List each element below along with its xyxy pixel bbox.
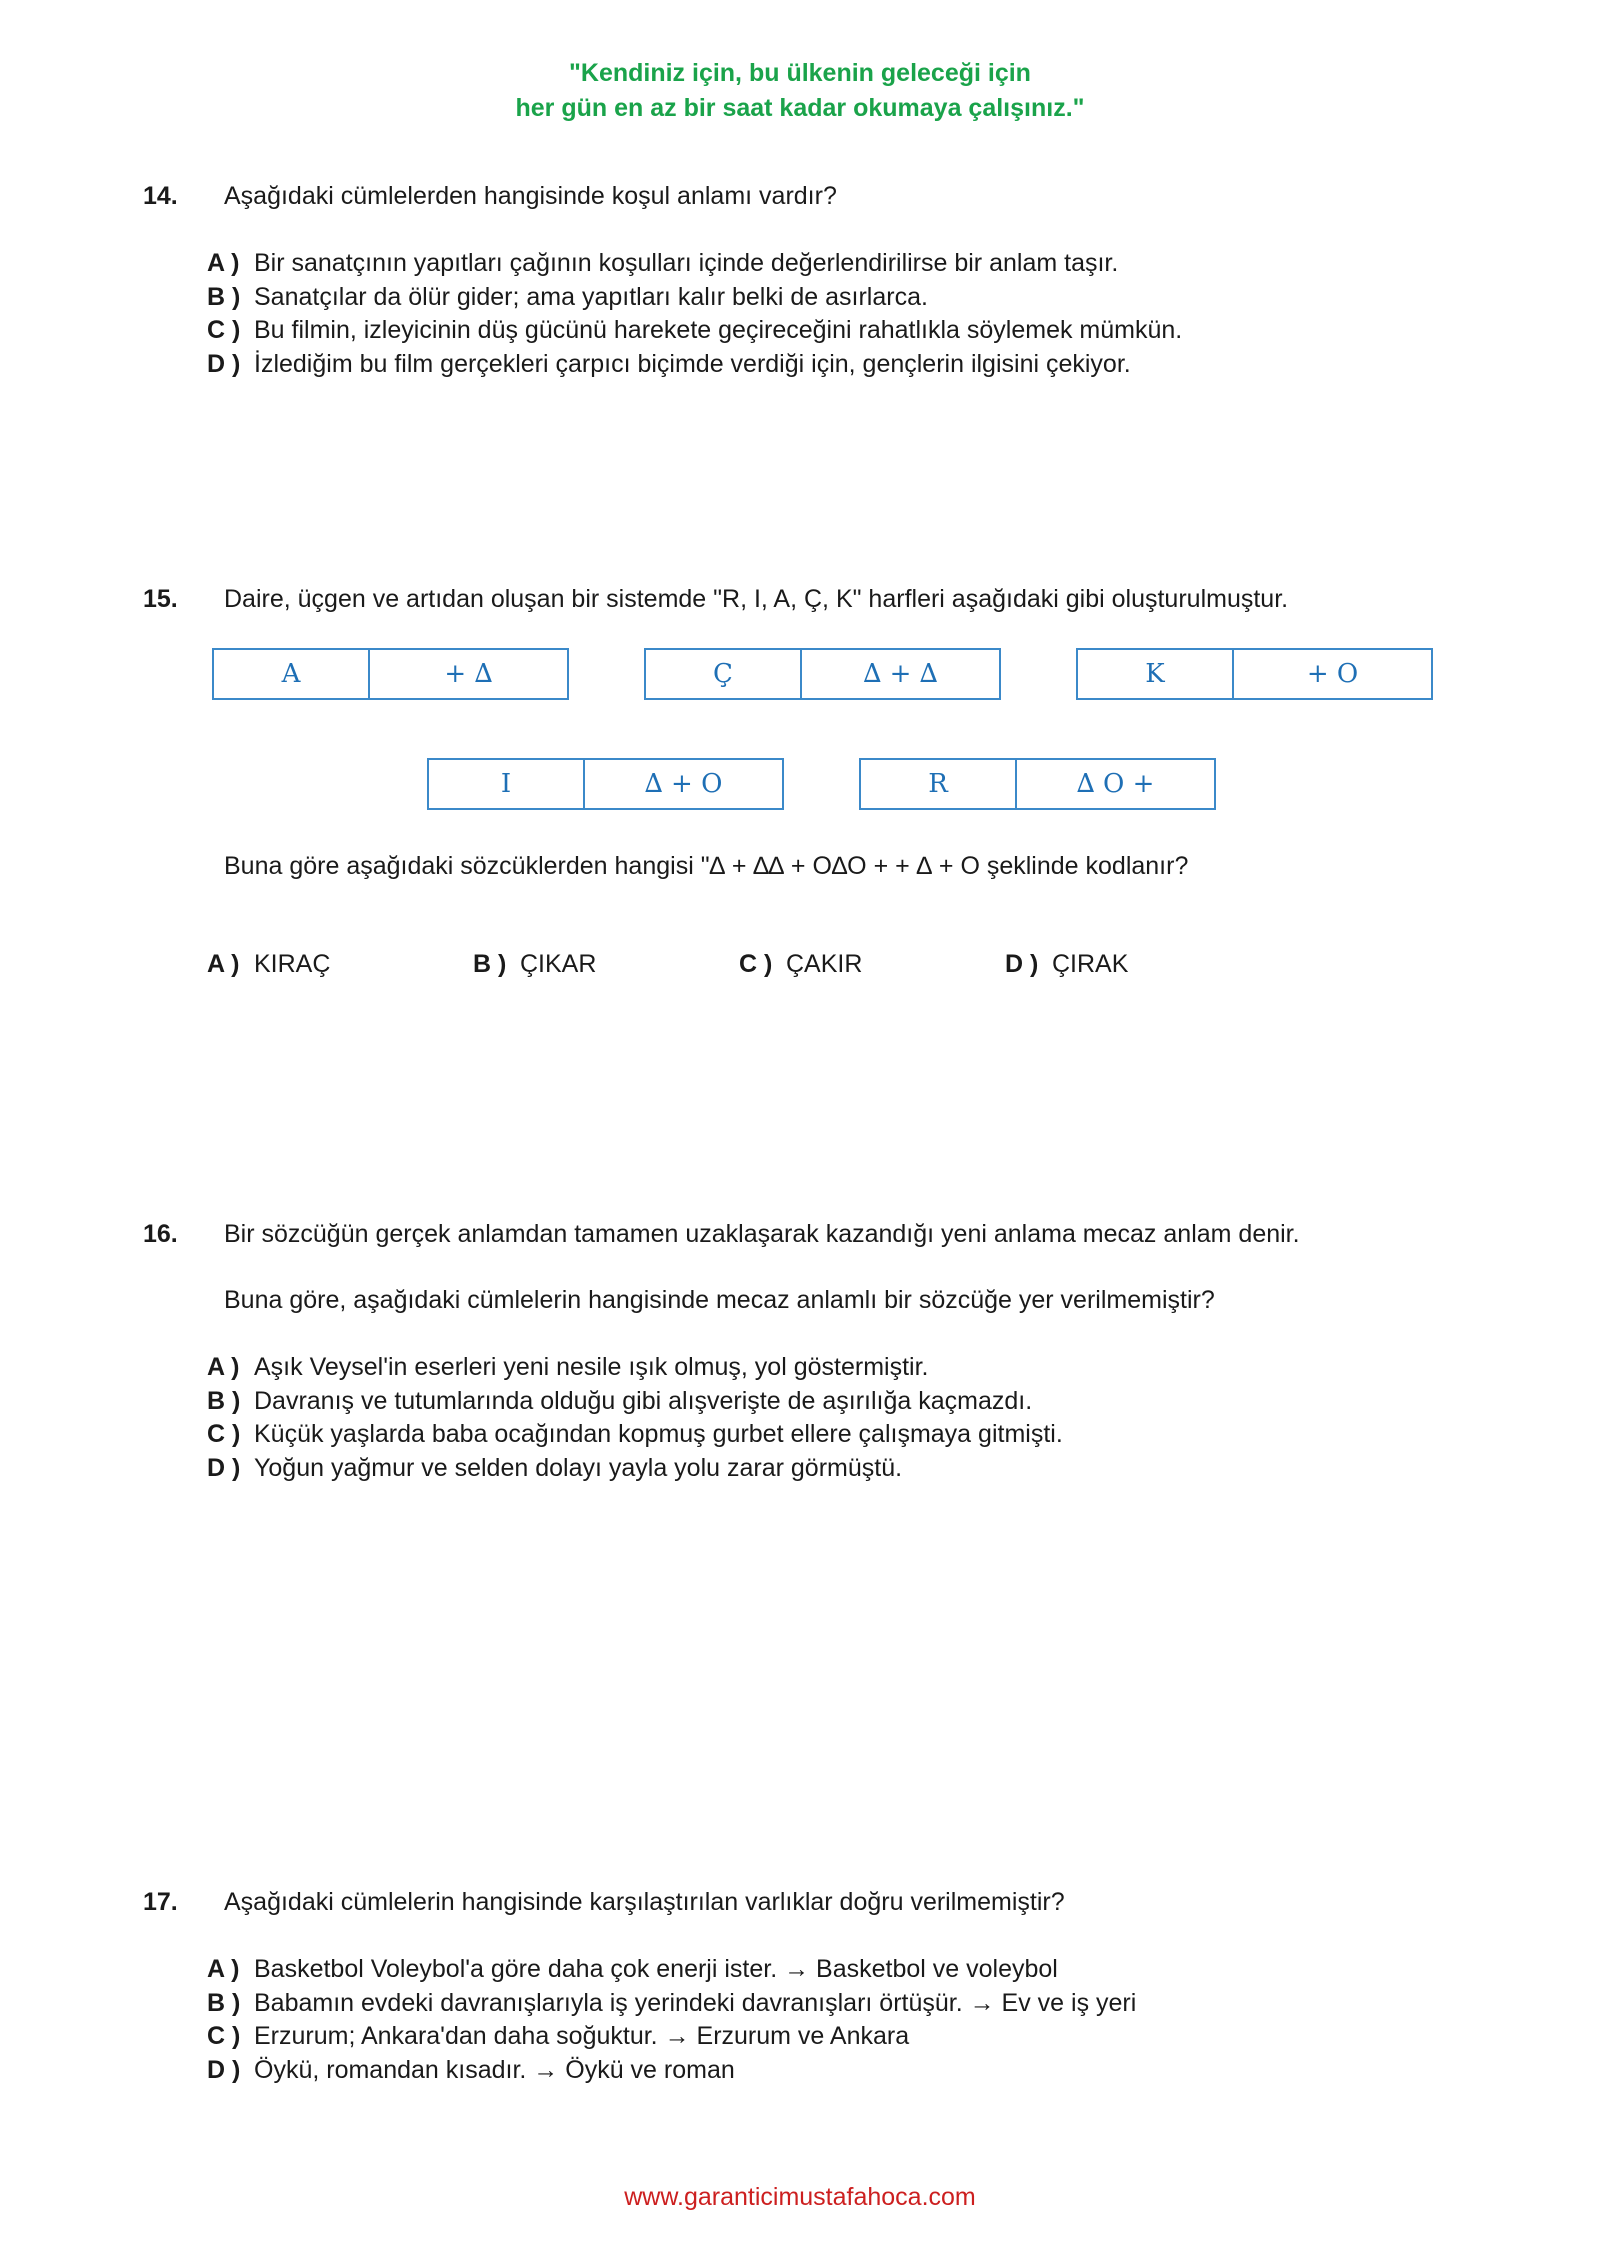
code-box-letter: A [214,650,370,698]
choice-d[interactable]: D ) ÇIRAK [1005,950,1129,978]
question-15-text: Daire, üçgen ve artıdan oluşan bir sistemde "R, I, A, Ç, K" harfleri aşağıdaki gibi oluşturulmuştur. [224,585,1289,613]
question-15-choices [207,950,1307,984]
choice-c[interactable]: C ) ÇAKIR [739,950,863,978]
question-16-prompt: Buna göre, aşağıdaki cümlelerin hangisinde mecaz anlamlı bir sözcüğe yer verilmemiştir? [224,1286,1215,1314]
website-link[interactable]: www.garanticimustafahoca.com [624,2183,976,2211]
choice-a[interactable]: A ) Basketbol Voleybol'a göre daha çok enerji ister. → Basketbol ve voleybol [207,1955,1058,1983]
code-box-c-cedilla [644,648,1001,700]
quote-line-2: her gün en az bir saat kadar okumaya çalışınız." [515,94,1085,122]
code-box-letter: K [1078,650,1234,698]
code-box-a [212,648,569,700]
choice-d[interactable]: D ) Öykü, romandan kısadır. → Öykü ve roman [207,2055,735,2084]
code-box-letter: I [429,760,585,808]
choice-c[interactable]: C ) Küçük yaşlarda baba ocağından kopmuş gurbet ellere çalışmaya gitmişti. [207,1420,1063,1448]
choice-b[interactable]: B ) Davranış ve tutumlarında olduğu gibi alışverişte de aşırılığa kaçmazdı. [207,1386,1033,1415]
question-16-number: 16. [143,1220,178,1248]
choice-a[interactable]: A ) Bir sanatçının yapıtları çağının koşulları içinde değerlendirilirse bir anlam taşır. [207,249,1119,277]
code-box-letter: Ç [646,650,802,698]
code-box-r [859,758,1216,810]
question-16-text: Bir sözcüğün gerçek anlamdan tamamen uzaklaşarak kazandığı yeni anlama mecaz anlam denir. [224,1220,1300,1248]
code-box-code: ∆ + O [644,769,723,799]
question-15-prompt: Buna göre aşağıdaki sözcüklerden hangisi "∆ + ∆∆ + O∆O + + ∆ + O şeklinde kodlanır? [224,852,1189,880]
choice-d[interactable]: D ) Yoğun yağmur ve selden dolayı yayla yolu zarar görmüştü. [207,1453,903,1482]
code-box-code: + ∆ [444,659,493,689]
code-box-i [427,758,784,810]
question-15-number: 15. [143,585,178,613]
question-17-choices [207,1953,1136,2087]
code-box-letter: R [861,760,1017,808]
question-14-choices [207,247,1182,381]
motivational-quote [0,56,1600,126]
quote-line-1: "Kendiniz için, bu ülkenin geleceği için [569,59,1031,87]
choice-c[interactable]: C ) Bu filmin, izleyicinin düş gücünü harekete geçireceğini rahatlıkla söylemek mümkün. [207,316,1183,344]
question-16-choices [207,1351,1063,1485]
choice-c[interactable]: C ) Erzurum; Ankara'dan daha soğuktur. → Erzurum ve Ankara [207,2022,910,2050]
choice-d[interactable]: D ) İzlediğim bu film gerçekleri çarpıcı biçimde verdiği için, gençlerin ilgisini çekiyor. [207,349,1131,378]
question-14-text: Aşağıdaki cümlelerden hangisinde koşul anlamı vardır? [224,182,837,210]
code-box-k [1076,648,1433,700]
choice-b[interactable]: B ) Babamın evdeki davranışlarıyla iş yerindeki davranışları örtüşür. → Ev ve iş yeri [207,1988,1137,2017]
choice-a[interactable]: A ) KIRAÇ [207,950,331,978]
question-17-number: 17. [143,1888,178,1916]
question-17-text: Aşağıdaki cümlelerin hangisinde karşılaştırılan varlıklar doğru verilmemiştir? [224,1888,1065,1916]
choice-a[interactable]: A ) Aşık Veysel'in eserleri yeni nesile ışık olmuş, yol göstermiştir. [207,1353,929,1381]
choice-b[interactable]: B ) ÇIKAR [473,950,597,978]
code-box-code: ∆ + ∆ [863,659,938,689]
choice-b[interactable]: B ) Sanatçılar da ölür gider; ama yapıtları kalır belki de asırlarca. [207,282,928,311]
question-14-number: 14. [143,182,178,210]
code-box-code: ∆ O + [1076,769,1155,799]
code-box-code: + O [1306,659,1359,689]
